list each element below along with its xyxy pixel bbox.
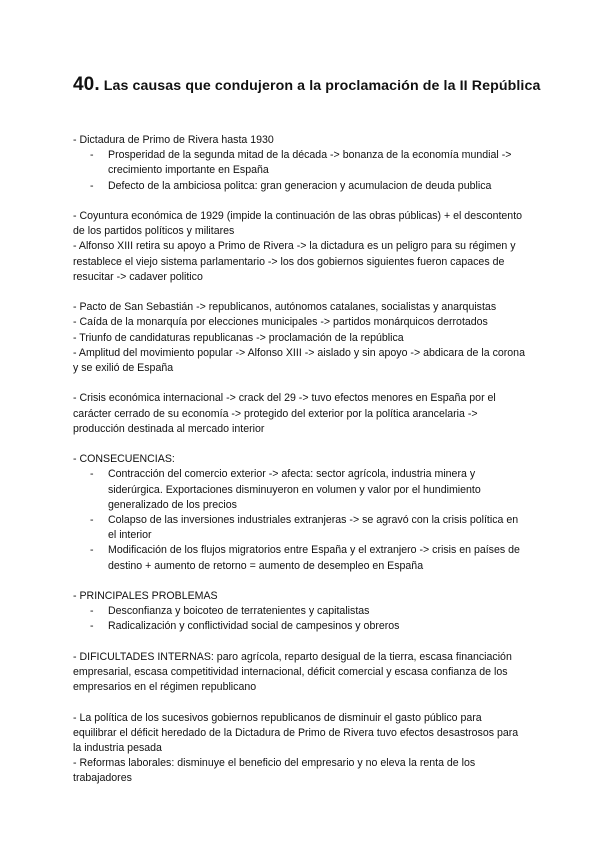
list-item: - Radicalización y conflictividad social de campesinos y obreros [73, 619, 528, 634]
list-item: - Defecto de la ambiciosa politca: gran generacion y acumulacion de deuda publica [73, 179, 528, 194]
spacer [73, 635, 528, 650]
heading-consecuencias: - CONSECUENCIAS: [73, 453, 175, 466]
paragraph-dificultades: - DIFICULTADES INTERNAS: paro agrícola, reparto desigual de la tierra, escasa financiación empresarial, escasa competitividad internacional, déficit comercial y escasa confianza de los empresarios en el régimen republicano [73, 650, 512, 694]
paragraph-crisis: - Crisis económica internacional -> crack del 29 -> tuvo efectos menores en España por el carácter cerrado de su economía -> protegido del exterior por la política arancelaria -> producción destinada al mercado interior [73, 392, 496, 435]
paragraph-coyuntura: - Coyuntura económica de 1929 (impide la continuación de las obras públicas) + el descontento de los partidos políticos y militares [73, 210, 523, 238]
list-item: - Prosperidad de la segunda mitad de la década -> bonanza de la economía mundial -> crecimiento importante en España [73, 148, 528, 178]
spacer [73, 695, 528, 710]
list-consecuencias [73, 467, 528, 573]
paragraph-dictadura: - Dictadura de Primo de Rivera hasta 1930 [73, 134, 274, 146]
paragraph-amplitud: - Amplitud del movimiento popular -> Alfonso XIII -> aislado y sin apoyo -> abdicara de la corona y se exilió de España [73, 346, 525, 375]
paragraph-alfonso: - Alfonso XIII retira su apoyo a Primo de Rivera -> la dictadura es un peligro para su régimen y restablece el viejo sistema parlamentario -> los dos gobiernos siguientes fueron capaces de resucitar -> cadaver politico [73, 240, 516, 283]
list-item: - Colapso de las inversiones industriales extranjeras -> se agravó con la crisis política en el interior [73, 513, 528, 543]
spacer [73, 437, 528, 452]
page-title [73, 74, 543, 97]
paragraph-politica: - La política de los sucesivos gobiernos republicanos de disminuir el gasto público para equilibrar el déficit heredado de la Dictadura de Primo de Rivera tuvo efectos desastrosos para la industria pesada [73, 711, 519, 755]
title-text: Las causas que condujeron a la proclamación de la II República [103, 78, 541, 94]
paragraph-reformas: - Reformas laborales: disminuye el beneficio del empresario y no eleva la renta de los trabajadores [73, 757, 476, 785]
document-body [73, 133, 528, 787]
spacer [73, 376, 528, 391]
spacer [73, 574, 528, 589]
heading-problemas: - PRINCIPALES PROBLEMAS [73, 590, 218, 603]
list-dictadura [73, 148, 528, 194]
title-number: 40. [73, 74, 100, 95]
list-item: - Modificación de los flujos migratorios entre España y el extranjero -> crisis en países de destino + aumento de retorno = aumento de desempleo en España [73, 543, 528, 573]
spacer [73, 194, 528, 209]
paragraph-caida: - Caída de la monarquía por elecciones municipales -> partidos monárquicos derrotados [73, 316, 488, 329]
list-item: - Desconfianza y boicoteo de terratenientes y capitalistas [73, 604, 528, 619]
list-problemas [73, 604, 528, 634]
paragraph-pacto: - Pacto de San Sebastián -> republicanos, autónomos catalanes, socialistas y anarquistas [73, 301, 497, 314]
paragraph-triunfo: - Triunfo de candidaturas republicanas -> proclamación de la república [73, 331, 404, 344]
spacer [73, 285, 528, 300]
list-item: - Contracción del comercio exterior -> afecta: sector agrícola, industria minera y siderúrgica. Exportaciones disminuyeron en volumen y valor por el hundimiento generalizado de los precios [73, 467, 528, 513]
